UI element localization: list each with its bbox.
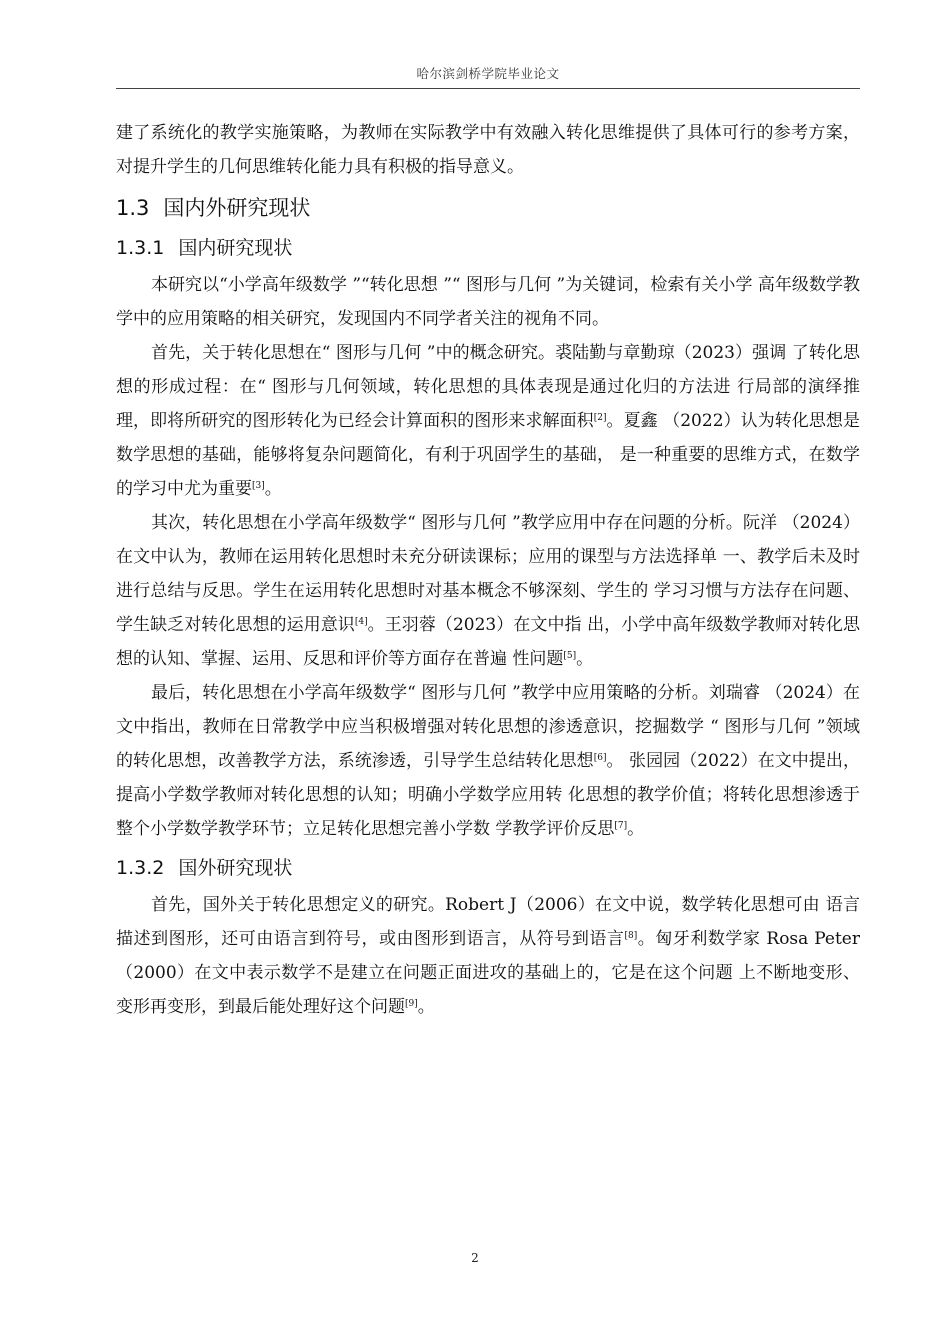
subsection-heading-1-3-2 bbox=[116, 850, 860, 886]
paragraph-3 bbox=[116, 506, 860, 676]
paragraph-text: 本研究以“小学高年级数学 ”“转化思想 ”“ 图形与几何 ”为关键词，检索有关小学 高年级数学教学中的应用策略的相关研究，发现国内不同学者关注的视角不同。 bbox=[116, 275, 860, 329]
paragraph-2 bbox=[116, 336, 860, 506]
page-number: 2 bbox=[471, 1251, 479, 1265]
page-body bbox=[116, 116, 860, 1024]
paragraph-text: 。匈牙利数学家 Rosa Peter（2000）在文中表示数学不是建立在问题正面进攻的基础上的，它是在这个问题 上不断地变形、变形再变形，到最后能处理好这个问题 bbox=[116, 929, 860, 1017]
section-title: 国外研究现状 bbox=[178, 857, 293, 879]
paragraph-text: 其次，转化思想在小学高年级数学“ 图形与几何 ”教学应用中存在问题的分析。阮洋 （2024）在文中认为，教师在运用转化思想时未充分研读课标；应用的课型与方法选择单 一、教学后未及时进行总结与反思。学生在运用转化思想时对基本概念不够深刻、学生的 学习习惯与方法存在问题、学生缺乏对转化思想的运用意识 bbox=[116, 513, 860, 635]
paragraph-text: 。 bbox=[264, 479, 282, 499]
section-number: 1.3.2 bbox=[116, 857, 165, 879]
paragraph-text: 。 bbox=[417, 997, 435, 1017]
running-header: 哈尔滨剑桥学院毕业论文 bbox=[416, 66, 560, 81]
paragraph-text: 建了系统化的教学实施策略，为教师在实际教学中有效融入转化思维提供了具体可行的参考方案，对提升学生的几何思维转化能力具有积极的指导意义。 bbox=[116, 123, 860, 177]
citation-9: [9] bbox=[405, 999, 418, 1009]
paragraph-5 bbox=[116, 888, 860, 1024]
section-heading-1-3 bbox=[116, 190, 860, 226]
paragraph-text: 首先，国外关于转化思想定义的研究。Robert J（2006）在文中说，数学转化思想可由 语言描述到图形，还可由语言到符号，或由图形到语言，从符号到语言 bbox=[116, 895, 860, 949]
paragraph-text: 。 张园园（2022）在文中提出，提高小学数学教师对转化思想的认知；明确小学数学应用转 化思想的教学价值；将转化思想渗透于整个小学数学教学环节；立足转化思想完善小学数 学教学评价反思 bbox=[116, 751, 860, 839]
paragraph-text: 。夏鑫 （2022）认为转化思想是数学思想的基础，能够将复杂问题简化，有利于巩固学生的基础， 是一种重要的思维方式，在数学的学习中尤为重要 bbox=[116, 411, 860, 499]
section-title: 国内外研究现状 bbox=[163, 196, 311, 220]
paragraph-1 bbox=[116, 268, 860, 336]
citation-5: [5] bbox=[563, 651, 577, 661]
section-number: 1.3 bbox=[116, 196, 150, 220]
citation-6: [6] bbox=[593, 753, 607, 763]
citation-8: [8] bbox=[624, 931, 638, 941]
paragraph-continuation bbox=[116, 116, 860, 184]
paragraph-text: 。王羽蓉（2023）在文中指 出，小学中高年级数学教师对转化思想的认知、掌握、运用、反思和评价等方面存在普遍 性问题 bbox=[116, 615, 860, 669]
citation-7: [7] bbox=[614, 821, 628, 831]
section-title: 国内研究现状 bbox=[178, 237, 293, 259]
section-number: 1.3.1 bbox=[116, 237, 165, 259]
paragraph-text: 最后，转化思想在小学高年级数学“ 图形与几何 ”教学中应用策略的分析。刘瑞睿 （2024）在文中指出，教师在日常教学中应当积极增强对转化思想的渗透意识，挖掘数学 “ 图形与几何 ”领域的转化思想，改善教学方法，系统渗透，引导学生总结转化思想 bbox=[116, 683, 860, 771]
subsection-heading-1-3-1 bbox=[116, 230, 860, 266]
paragraph-text: 。 bbox=[627, 819, 645, 839]
paragraph-4 bbox=[116, 676, 860, 846]
citation-2: [2] bbox=[593, 413, 607, 423]
citation-4: [4] bbox=[354, 617, 368, 627]
citation-3: [3] bbox=[252, 481, 265, 491]
paragraph-text: 。 bbox=[576, 649, 594, 669]
header-rule bbox=[116, 88, 860, 89]
paragraph-text: 首先，关于转化思想在“ 图形与几何 ”中的概念研究。裘陆勤与章勤琼（2023）强调 了转化思想的形成过程：在“ 图形与几何领域，转化思想的具体表现是通过化归的方法进 行局部的演绎推理，即将所研究的图形转化为已经会计算面积的图形来求解面积 bbox=[116, 343, 860, 431]
